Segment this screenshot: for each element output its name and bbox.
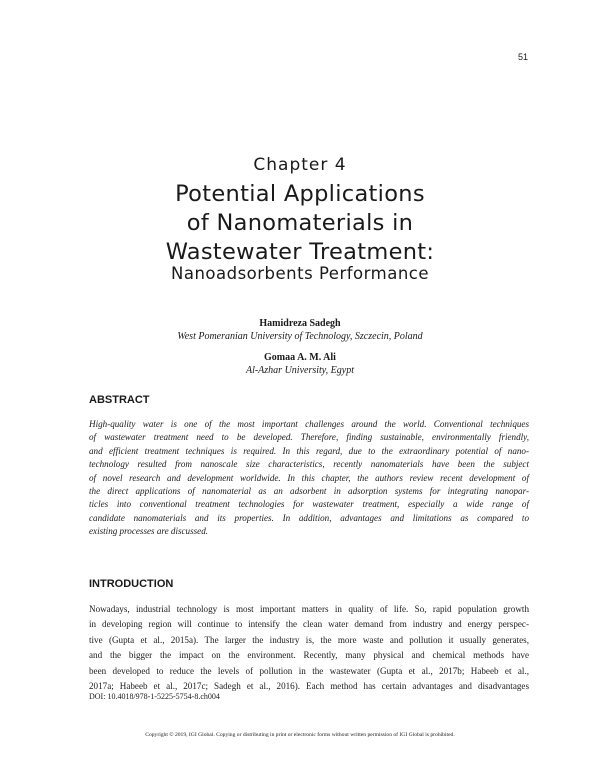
abstract-line: of wastewater treatment need to be developed. Therefore, finding sustainable, environmentally friendly, [89, 432, 529, 443]
abstract-line: of novel research and development worldwide. In this chapter, the authors review recent development of [89, 472, 529, 483]
abstract-heading: ABSTRACT [89, 394, 150, 406]
author-block [0, 317, 600, 343]
author-affiliation: West Pomeranian University of Technology, Szczecin, Poland [177, 331, 423, 342]
introduction-line: been developed to reduce the levels of pollution in the wastewater (Gupta et al., 2017b; Habeeb et al., [89, 665, 529, 676]
introduction-line: 2017a; Habeeb et al., 2017c; Sadegh et al., 2016). Each method has certain advantages and disadvantages [89, 681, 529, 692]
chapter-title-line: of Nanomaterials in [186, 210, 414, 236]
abstract-line: High-quality water is one of the most important challenges around the world. Conventional techniques [89, 419, 529, 429]
introduction-body [89, 602, 529, 694]
abstract-line: the direct applications of nanomaterial as an adsorbent in adsorption systems for integrating nanopar- [89, 486, 529, 497]
chapter-title-line: Potential Applications [175, 181, 425, 207]
chapter-title-line: Wastewater Treatment: [165, 239, 435, 265]
introduction-heading: INTRODUCTION [89, 578, 174, 590]
abstract-line: ticles into conventional treatment technologies for wastewater treatment, especially a wide range of [89, 499, 529, 510]
author-name: Gomaa A. M. Ali [264, 352, 336, 363]
chapter-subtitle: Nanoadsorbents Performance [170, 264, 430, 283]
abstract-body [89, 418, 529, 539]
introduction-line: and the bigger the impact on the environment. Recently, many physical and chemical methods have [89, 650, 529, 661]
abstract-line: and efficient treatment techniques is required. In this regard, due to the extraordinary potential of nano- [89, 445, 529, 456]
author-block [0, 351, 600, 377]
chapter-label: Chapter 4 [253, 155, 347, 175]
doi-footnote: DOI: 10.4018/978-1-5225-5754-8.ch004 [89, 692, 220, 701]
author-affiliation: Al-Azhar University, Egypt [245, 365, 355, 376]
introduction-line: tive (Gupta et al., 2015a). The larger the industry is, the more waste and pollution it usually generates, [89, 634, 529, 645]
introduction-line: Nowadays, industrial technology is most important matters in quality of life. So, rapid population growth [89, 604, 529, 614]
author-name: Hamidreza Sadegh [259, 318, 341, 329]
chapter-title [0, 180, 600, 267]
introduction-line: in developing region will continue to intensify the clean water demand from industry and energy perspec- [89, 619, 529, 630]
copyright-notice: Copyright © 2019, IGI Global. Copying or distributing in print or electronic forms without written permission of IGI Global is prohibited. [145, 732, 455, 738]
abstract-line: existing processes are discussed. [89, 526, 209, 537]
page-number: 51 [517, 52, 528, 62]
abstract-line: candidate nanomaterials and its properties. In addition, advantages and limitations as compared to [89, 512, 529, 523]
abstract-line: technology resulted from nanoscale size characteristics, recently nanomaterials have been the subject [89, 459, 529, 470]
